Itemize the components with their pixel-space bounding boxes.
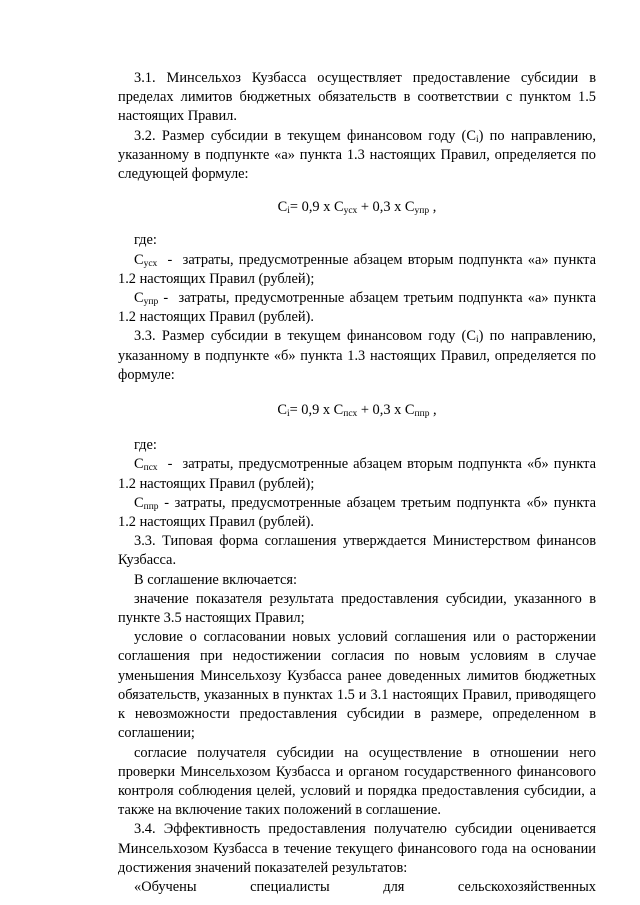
paragraph-new-conditions: условие о согласовании новых условий соглашения или о расторжении соглашения при недостижении согласия по новым условиям в случае уменьшения Минсельхозу Кузбасса ранее доведенных лимитов бюджетных обязательств, указанных в пунктах 1.5 и 3.1 настоящих Правил, приводящего к невозможности предоставления субсидии в размере, определенном в соглашении; <box>118 629 596 742</box>
where-label-2: где: <box>134 437 157 454</box>
formula-1: $С_i= 0,9$ х $С_{усх} + 0,3$ х $С_{упр}$ , <box>277 199 437 217</box>
formula-2: $С_i= 0,9$ х $С_{псх} + 0,3$ х $С_{ппр}$ , <box>277 402 437 420</box>
paragraph-3-4: 3.4. Эффективность предоставления получателю субсидии оценивается Минсельхозом Кузбасса в течение текущего финансового года на основании достижения значений показателей результатов: <box>118 821 596 876</box>
paragraph-3-3-formula: 3.3. Размер субсидии в текущем финансовом году $(С_i)$ по направлению, указанному в подпункте «б» пункта 1.3 настоящих Правил, определяется по формуле: <box>118 328 596 383</box>
definition-ppr: $С_{ппр}$ - затраты, предусмотренные абзацем третьим подпункта «б» пункта 1.2 настоящих Правил (рублей). <box>118 494 600 531</box>
definition-upr: $С_{упр}$ - затраты, предусмотренные абзацем третьим подпункта «а» пункта 1.2 настоящих Правил (рублей). <box>118 290 600 326</box>
document-body <box>118 69 600 897</box>
paragraph-agreement-includes: В соглашение включается: <box>134 571 298 588</box>
paragraph-3-1: 3.1. Минсельхоз Кузбасса осуществляет предоставление субсидии в пределах лимитов бюджетных обязательств в соответствии с пунктом 1.5 настоящих Правил. <box>118 70 596 125</box>
paragraph-trained-specialists: «Обучены специалисты для сельскохозяйственных <box>134 878 596 895</box>
where-label-1: где: <box>134 232 157 249</box>
paragraph-consent: согласие получателя субсидии на осуществление в отношении него проверки Минсельхозом Кузбасса и органом государственного финансового контроля соблюдения целей, условий и порядка предоставления субсидии, а также на включение таких положений в соглашение. <box>118 744 596 819</box>
paragraph-3-3-agreement: 3.3. Типовая форма соглашения утверждается Министерством финансов Кузбасса. <box>118 533 596 569</box>
definition-usx: $С_{усх}$ - затраты, предусмотренные абзацем вторым подпункта «а» пункта 1.2 настоящих Правил (рублей); <box>118 251 600 287</box>
paragraph-3-2: 3.2. Размер субсидии в текущем финансовом году $(С_i)$ по направлению, указанному в подпункте «а» пункта 1.3 настоящих Правил, определяется по следующей формуле: <box>118 127 596 183</box>
definition-psx: $С_{псх}$ - затраты, предусмотренные абзацем вторым подпункта «б» пункта 1.2 настоящих Правил (рублей); <box>118 456 600 492</box>
paragraph-indicator-value: значение показателя результата предоставления субсидии, указанного в пункте 3.5 настоящих Правил; <box>118 590 596 627</box>
